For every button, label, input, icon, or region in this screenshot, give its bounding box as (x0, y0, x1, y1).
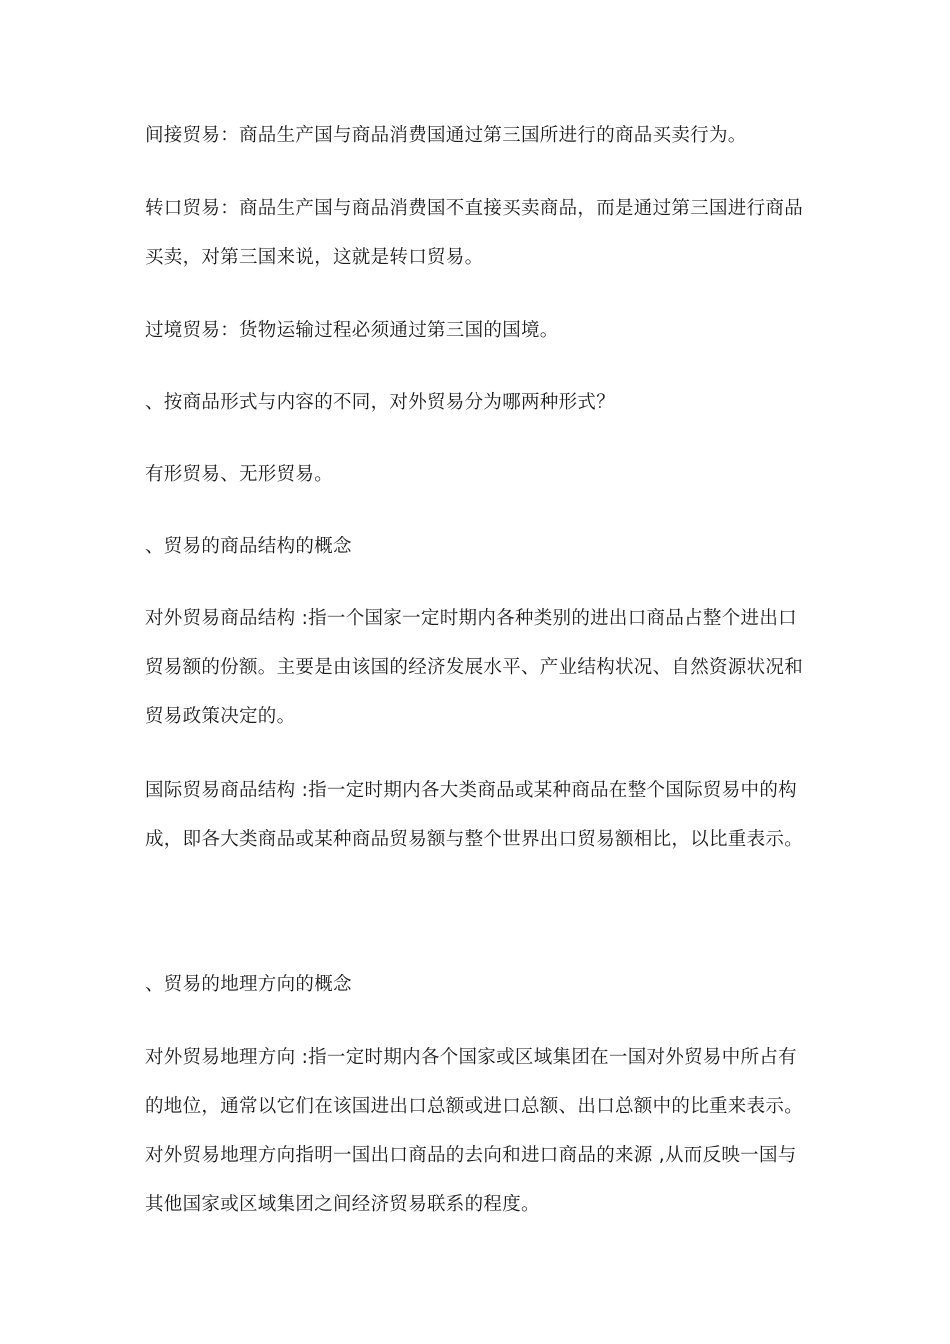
answer-trade-forms: 有形贸易、无形贸易。 (145, 464, 334, 485)
question-heading-trade-forms: 、按商品形式与内容的不同，对外贸易分为哪两种形式？ (145, 392, 616, 413)
paragraph-geographic-direction-line-1: 对外贸易地理方向 :指一定时期内各个国家或区域集团在一国对外贸易中所占有 (145, 1047, 797, 1068)
paragraph-foreign-commodity-structure-line-3: 贸易政策决定的。 (145, 706, 296, 727)
section-heading-commodity-structure: 、贸易的商品结构的概念 (145, 536, 352, 557)
paragraph-indirect-trade: 间接贸易：商品生产国与商品消费国通过第三国所进行的商品买卖行为。 (145, 125, 747, 146)
paragraph-geographic-direction-line-3: 对外贸易地理方向指明一国出口商品的去向和进口商品的来源 ,从而反映一国与 (145, 1145, 797, 1166)
paragraph-geographic-direction-line-4: 其他国家或区域集团之间经济贸易联系的程度。 (145, 1194, 540, 1215)
paragraph-border-trade: 过境贸易：货物运输过程必须通过第三国的国境。 (145, 320, 559, 341)
paragraph-geographic-direction-line-2: 的地位，通常以它们在该国进出口总额或进口总额、出口总额中的比重来表示。 (145, 1096, 804, 1117)
paragraph-international-commodity-structure-line-2: 成，即各大类商品或某种商品贸易额与整个世界出口贸易额相比，以比重表示。 (145, 829, 804, 850)
paragraph-foreign-commodity-structure-line-1: 对外贸易商品结构 :指一个国家一定时期内各种类别的进出口商品占整个进出口 (145, 608, 797, 629)
paragraph-foreign-commodity-structure-line-2: 贸易额的份额。主要是由该国的经济发展水平、产业结构状况、自然资源状况和 (145, 657, 804, 678)
section-heading-geographic-direction: 、贸易的地理方向的概念 (145, 974, 352, 995)
paragraph-transit-trade-line-1: 转口贸易：商品生产国与商品消费国不直接买卖商品，而是通过第三国进行商品 (145, 198, 804, 219)
paragraph-international-commodity-structure-line-1: 国际贸易商品结构 :指一定时期内各大类商品或某种商品在整个国际贸易中的构 (145, 780, 797, 801)
paragraph-transit-trade-line-2: 买卖，对第三国来说，这就是转口贸易。 (145, 247, 484, 268)
